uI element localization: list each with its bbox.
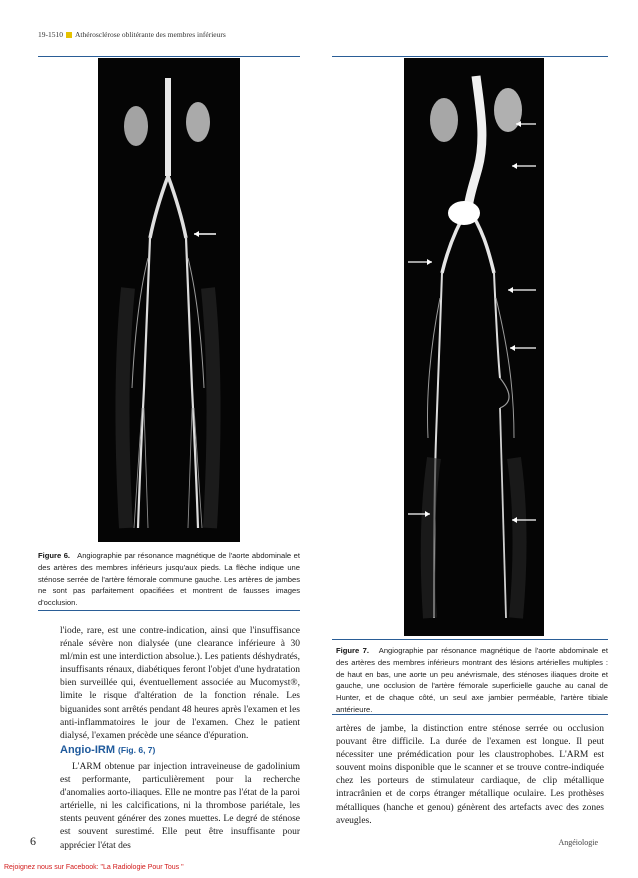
figure7-caption-rule-bottom bbox=[332, 714, 608, 715]
header-rule-left bbox=[38, 56, 300, 57]
section-figure-ref: (Fig. 6, 7) bbox=[118, 745, 156, 755]
figure7-label: Figure 7. bbox=[336, 646, 369, 655]
page-number: 6 bbox=[30, 834, 36, 848]
right-paragraph-1: artères de jambe, la distinction entre sténose serrée ou occlusion pouvant être difficile. La durée de l'examen est longue. Il peut nécessiter une prémédication pour les claustrophobes. L'ARM est souvent moins disponible que le scanner et se trouve contre-indiquée chez les porteurs de stimulateur cardiaque, de clip métallique intracrânien et de corps étranger métallique oculaire. Les prothèses métalliques (hanche et genou) génèrent des artefacts avec des zones aveugles. bbox=[336, 724, 604, 826]
section-title: Angio-IRM bbox=[60, 744, 115, 756]
journal-name: Angéiologie bbox=[558, 838, 598, 847]
running-header bbox=[38, 30, 226, 39]
left-paragraph-2: L'ARM obtenue par injection intraveineuse de gadolinium est performante, particulièrement pour la recherche d'anomalies aorto-iliaques. Elle ne montre pas l'état de la paroi artérielle, ni les calcifications, ni la thrombose pariétale, les stents peuvent générer des zones muettes. Le degré de sténose est souvent surestimé. Elle peut être insuffisante pour apprécier l'état des bbox=[60, 762, 300, 851]
header-square-icon bbox=[66, 32, 72, 38]
left-paragraph-1: l'iode, rare, est une contre-indication, ainsi que l'insuffisance rénale sévère non dialysée (une clearance inférieure à 30 ml/min est une interdiction absolue.). Les patients déshydratés, insuffisants rénaux, diabétiques feront l'objet d'une hydratation bien surveillée qui, éventuellement associée au Mucomyst®, limite le risque d'altération de la fonction rénale. Les biguanides sont arrêtés pendant 48 heures après l'examen et les anti-inflammatoires le jour de l'examen. Chez le patient dialysé, l'examen précède une séance d'épuration. bbox=[60, 626, 300, 741]
figure7-caption bbox=[336, 645, 608, 716]
section-heading-angio-irm bbox=[60, 744, 155, 756]
header-title: Athérosclérose oblitérante des membres inférieurs bbox=[75, 30, 226, 39]
figure7-caption-rule-top bbox=[332, 639, 608, 640]
figure6-caption bbox=[38, 550, 300, 609]
figure7-caption-text: Angiographie par résonance magnétique de l'aorte abdominale et des artères des membres inférieurs montrant des lésions artérielles multiples : de haut en bas, une aorte un peu anévrismale, des sténoses iliaques droite et gauche, une occlusion de l'artère fémorale superficielle gauche au canal de Hunter, et de chaque côté, un seul axe jambier perméable, l'artère tibiale antérieure. bbox=[336, 646, 608, 714]
header-code: 19-1510 bbox=[38, 30, 63, 39]
figure7-image bbox=[404, 58, 544, 636]
figure6-caption-rule bbox=[38, 610, 300, 611]
header-rule-right bbox=[332, 56, 608, 57]
figure6-image bbox=[98, 58, 240, 542]
figure6-caption-text: Angiographie par résonance magnétique de l'aorte abdominale et des artères des membres inférieurs jusqu'aux pieds. La flèche indique une sténose serrée de l'artère fémorale commune gauche. Les artères de jambes ne sont pas parfaitement opacifiées et montrent de fausses images d'occlusion. bbox=[38, 551, 300, 608]
figure6-label: Figure 6. bbox=[38, 551, 71, 560]
facebook-credit: Rejoignez nous sur Facebook: "La Radiologie Pour Tous " bbox=[4, 864, 184, 871]
